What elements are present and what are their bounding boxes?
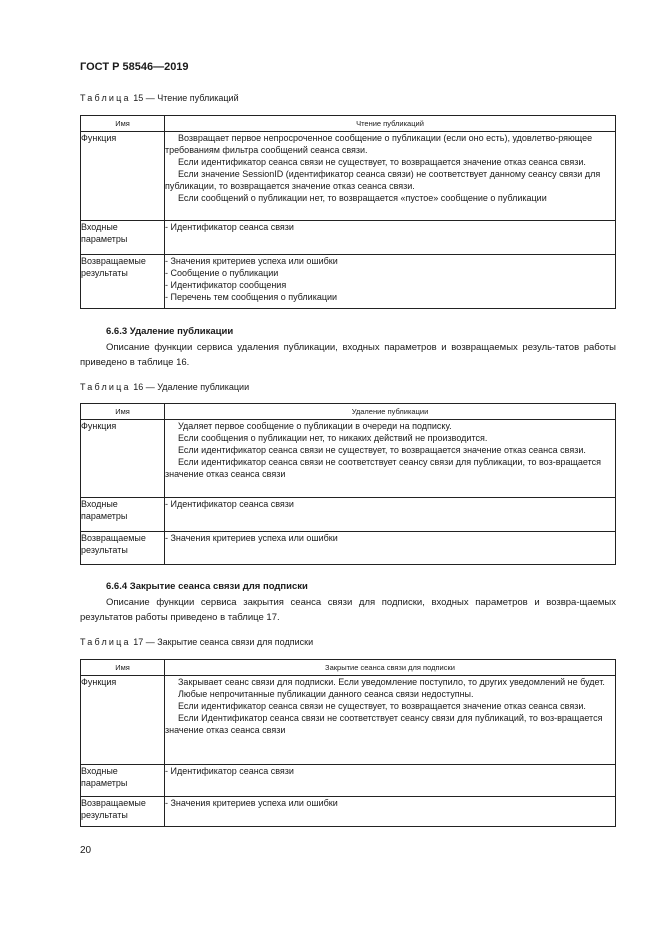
- section-paragraph-6-6-3: Описание функции сервиса удаления публикации, входных параметров и возвращаемых резуль-татов работы приведено в таблице 16.: [80, 342, 616, 368]
- return-results: - Значения критериев успеха или ошибки: [165, 532, 616, 565]
- row-label-input: Входные параметры: [81, 498, 165, 532]
- row-label-input: Входные параметры: [81, 765, 165, 797]
- table-15: [80, 115, 616, 309]
- section-heading-6-6-3: 6.6.3 Удаление публикации: [106, 326, 234, 337]
- table-17-caption: Таблица 17 — Закрытие сеанса связи для подписки: [80, 637, 314, 647]
- column-header-name: Имя: [81, 116, 165, 132]
- column-header-name: Имя: [81, 404, 165, 420]
- document-standard-number: ГОСТ Р 58546—2019: [80, 61, 189, 73]
- function-description: Удаляет первое сообщение о публикации в очереди на подписку. Если сообщения о публикации нет, то никаких действий не производится. Если идентификатор сеанса связи не существует, то возвращается значение отказ сеанса связи. Если идентификатор сеанса связи не соответствует сеансу связи для публикации, то воз-вращается значение отказ сеанса связи: [165, 420, 616, 498]
- column-header-value: Удаление публикации: [165, 404, 616, 420]
- row-label-output: Возвращаемые результаты: [81, 532, 165, 565]
- table-16-caption: Таблица 16 — Удаление публикации: [80, 382, 250, 392]
- return-results: - Значения критериев успеха или ошибки - Сообщение о публикации - Идентификатор сообщения - Перечень тем сообщения о публикации: [165, 255, 616, 309]
- row-label-function: Функция: [81, 676, 165, 765]
- row-label-function: Функция: [81, 132, 165, 221]
- table-15-caption: Таблица 15 — Чтение публикаций: [80, 93, 239, 103]
- function-description: Возвращает первое непросроченное сообщение о публикации (если оно есть), удовлетво-ряющее требованиям фильтра сообщений сеанса связи. Если идентификатор сеанса связи не существует, то возвращается значение отказ сеанса связи. Если значение SessionID (идентификатор сеанса связи) не соответствует данному сеансу связи для публикации, то возвращается значение отказ сеанса связи. Если сообщений о публикации нет, то возвращается «пустое» сообщение о публикации: [165, 132, 616, 221]
- row-label-input: Входные параметры: [81, 221, 165, 255]
- table-17: [80, 659, 616, 827]
- column-header-value: Чтение публикаций: [165, 116, 616, 132]
- column-header-value: Закрытие сеанса связи для подписки: [165, 660, 616, 676]
- section-heading-6-6-4: 6.6.4 Закрытие сеанса связи для подписки: [106, 581, 308, 592]
- function-description: Закрывает сеанс связи для подписки. Если уведомление поступило, то других уведомлений не будет. Любые непрочитанные публикации данного сеанса связи недоступны. Если идентификатор сеанса связи не существует, то возвращается значение отказ сеанса связи. Если Идентификатор сеанса связи не соответствует сеансу связи для публикаций, то воз-вращается значение отказ сеанса связи: [165, 676, 616, 765]
- row-label-output: Возвращаемые результаты: [81, 797, 165, 827]
- row-label-function: Функция: [81, 420, 165, 498]
- row-label-output: Возвращаемые результаты: [81, 255, 165, 309]
- input-parameters: - Идентификатор сеанса связи: [165, 221, 616, 255]
- return-results: - Значения критериев успеха или ошибки: [165, 797, 616, 827]
- input-parameters: - Идентификатор сеанса связи: [165, 765, 616, 797]
- input-parameters: - Идентификатор сеанса связи: [165, 498, 616, 532]
- section-paragraph-6-6-4: Описание функции сервиса закрытия сеанса связи для подписки, входных параметров и возвра-щаемых результатов работы приведено в таблице 17.: [80, 597, 616, 623]
- page-number: 20: [80, 845, 92, 856]
- column-header-name: Имя: [81, 660, 165, 676]
- table-16: [80, 403, 616, 565]
